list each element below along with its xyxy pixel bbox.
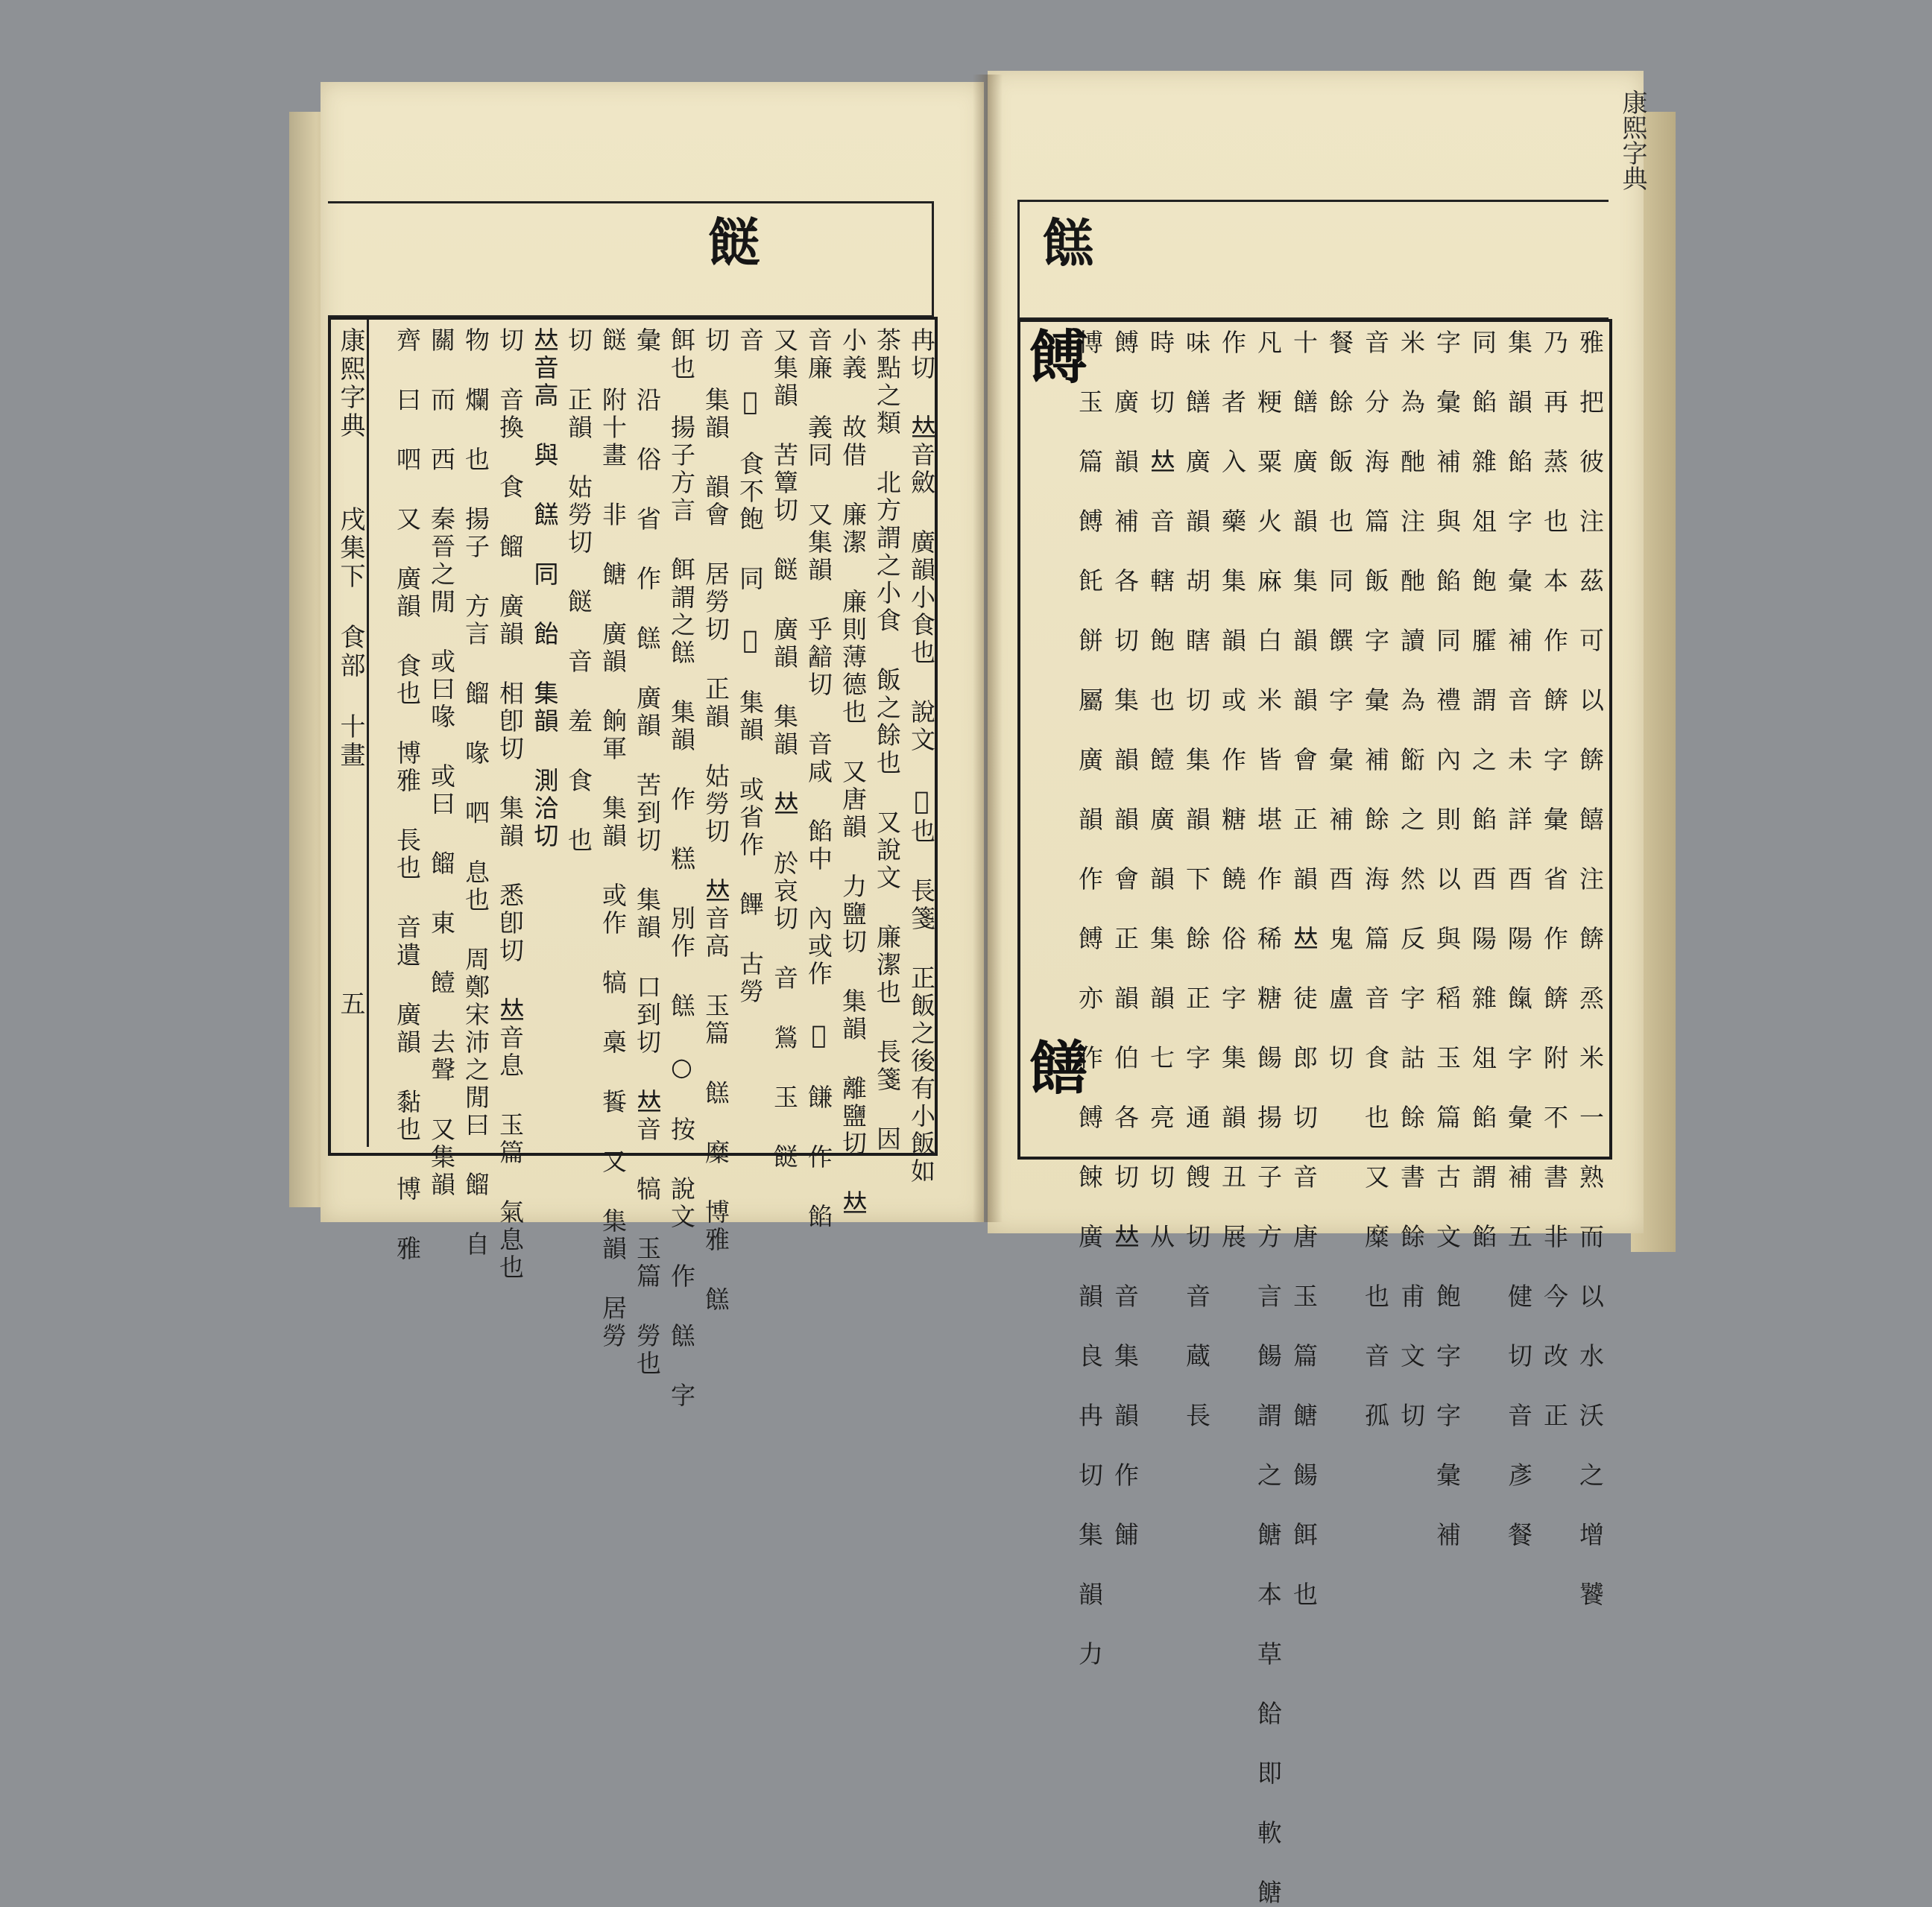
right-page-header-box xyxy=(1017,200,1609,320)
text-column: 凡 粳 粟 火 麻 白 米 皆 堪 作 稀 糖 餳 揚 子 方 言 餳 謂 之 餹 本 草 餄 即 軟 餹 xyxy=(1254,329,1283,1907)
text-column: 餸 附十畫 非 餹 廣韻 餉軍 集韻 或作 犒 槀 䭁 又 集韻 居勞 xyxy=(599,327,628,1350)
text-column: 乃 再 蒸 也 本 作 餴 字 彙 省 作 餴 附 不 書 非 今 改 正 xyxy=(1540,329,1569,1430)
text-column: 餐 餘 飯 也 同 饌 字 彙 補 酉 鬼 盧 切 xyxy=(1325,329,1354,1072)
text-column: 小義 故借 廉潔 廉則薄德也 又唐韻 力鹽切 集韻 離鹽切 𠀤 xyxy=(839,327,868,1218)
text-column: 餺 廣 韻 補 各 切 集 韻 韻 會 正 韻 伯 各 切 𠀤 音 集 韻 作 餔 xyxy=(1111,329,1140,1549)
headword-char: 饍 xyxy=(1020,1037,1087,1095)
text-column: 集 韻 餡 字 彙 補 音 未 詳 酉 陽 餼 字 彙 補 五 健 切 音 彥 餐 xyxy=(1504,329,1533,1549)
text-column: 切 音換 食 餾 廣韻 相卽切 集韻 悉卽切 𠀤音息 玉篇 氣息也 xyxy=(496,327,525,1282)
text-column: 同 餡 雜 俎 飽 臛 謂 之 餡 酉 陽 雜 俎 餡 謂 餡 xyxy=(1468,329,1497,1251)
text-column: 切 正韻 姑勞切 餸 音 羞 食 也 xyxy=(564,327,593,855)
text-column: 餌也 揚子方言 餌謂之餻 集韻 作 糕 別作 餻 ○ 按 說文 作 餻 字 xyxy=(667,327,696,1410)
text-column: 雅 把 彼 注 茲 可 以 餴 饎 注 餴 烝 米 一 熟 而 以 水 沃 之 增 饕 xyxy=(1576,329,1605,1609)
text-column: 字 彙 補 與 餡 同 禮 內 則 以 與 稻 玉 篇 古 文 飽 字 字 彙 補 xyxy=(1433,329,1462,1549)
text-column: 時 切 𠀤 音 轄 飽 也 饐 廣 韻 集 韻 七 亮 切 从 xyxy=(1146,329,1175,1251)
left-margin-title-strip xyxy=(331,320,369,1147)
right-page-text-frame xyxy=(1017,319,1612,1907)
text-column: 十 饍 廣 韻 集 韻 韻 會 正 韻 𠀤 徒 郎 切 音 唐 玉 篇 餹 餳 餌 也 xyxy=(1289,329,1319,1609)
text-column: 關 而 西 秦晉之閒 或曰喙 或曰 餾 東 饐 去聲 又集韻 xyxy=(427,327,456,1199)
left-header-glyph: 餸 xyxy=(700,215,762,268)
book-gutter xyxy=(973,75,1003,1222)
text-column: 又集韻 苦簟切 餸 廣韻 集韻 𠀤 於哀切 音 鶑 玉 餸 xyxy=(770,327,799,1171)
margin-section-title: 戌集下 食部 十畫 xyxy=(335,506,365,770)
text-column: 作 者 入 藥 集 韻 或 作 糖 饒 俗 字 集 韻 丑 展 xyxy=(1218,329,1247,1251)
text-column: 彙 沿 俗 省 作 餻 廣韻 苦到切 集韻 口到切 𠀤音 犒 玉篇 勞也 xyxy=(633,327,662,1378)
text-column: 切 集韻 韻會 居勞切 正韻 姑勞切 𠀤音高 玉篇 餻 糜 博雅 餻 xyxy=(701,327,730,1314)
text-column: 博 玉 篇 餺 飥 餅 屬 廣 韻 作 餺 亦 作 餺 餗 廣 韻 良 冉 切 集 韻 力 xyxy=(1075,329,1104,1669)
text-column: 米 為 酏 注 酏 讀 為 餰 之 然 反 字 詁 餘 書 餘 甫 文 切 xyxy=(1397,329,1426,1430)
text-column: 音 𥃋 食不飽 同 𩝻 集韻 或省作 饆 古勞 xyxy=(736,327,765,1006)
left-page-header-box xyxy=(328,201,934,317)
text-column: 齊 曰 呬 又 廣韻 食也 博雅 長也 音遺 廣韻 黏也 博 雅 xyxy=(393,327,422,1263)
headword-char: 餺 xyxy=(1020,326,1087,385)
text-column: 音廉 義同 又集韻 乎韽切 音咸 餡中 內或作 𩞟 䭑 作 餡 xyxy=(804,327,833,1231)
text-column: 音 分 海 篇 飯 字 彙 補 餘 海 篇 音 食 也 又 糜 也 音 孤 xyxy=(1361,329,1390,1430)
text-column: 茶點之類 北方謂之小食 飯之餘也 又說文 廉潔也 長箋 因 xyxy=(873,327,902,1154)
margin-book-title: 康熙字典 xyxy=(335,327,365,440)
text-column: 冉切 𠀤音斂 廣韻小食也 說文 𩝃也 長箋 正飯之後有小飯如 xyxy=(907,327,936,1186)
text-column: 物 爛 也 揚子 方言 餾 喙 呬 息也 周鄭宋沛之閒曰 餾 自 xyxy=(461,327,490,1259)
left-page-text-frame xyxy=(328,317,938,1410)
margin-page-number: 五 xyxy=(335,990,365,1019)
right-margin-title: 康熙字典 xyxy=(1617,89,1647,191)
right-header-glyph: 餻 xyxy=(1034,215,1096,268)
text-column: 味 饍 廣 韻 胡 瞎 切 集 韻 下 餘 正 字 通 餿 切 音 蔵 長 xyxy=(1182,329,1211,1430)
text-column: 𠀤音高 與 餻 同 飴 集韻 測洽切 xyxy=(530,327,559,850)
